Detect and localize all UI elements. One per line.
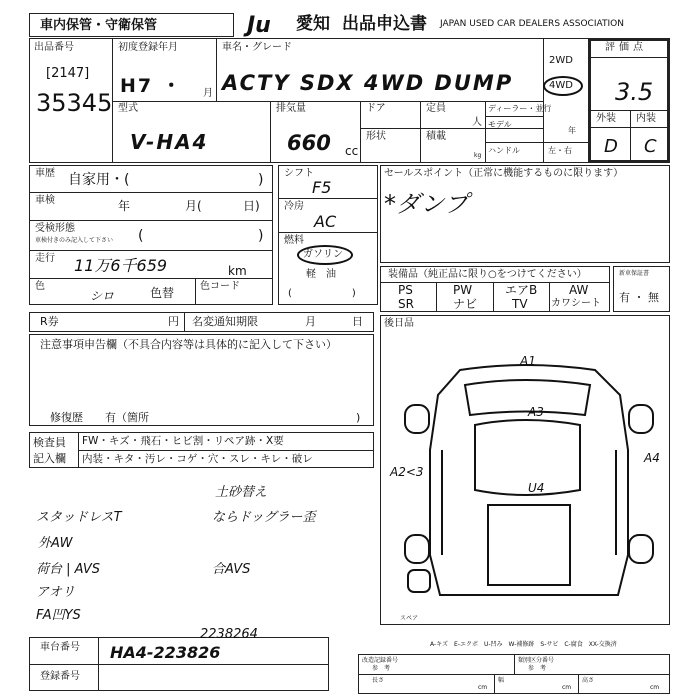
color-code-label: 色コード xyxy=(200,281,240,292)
equip-pw: PW xyxy=(453,283,473,297)
fuel-paren: ( ) xyxy=(288,288,356,299)
inspector-label2: 記入欄 xyxy=(33,452,66,465)
recycle-label: R券 xyxy=(40,315,59,328)
height-label: 高さ xyxy=(582,677,595,684)
aircon-value: AC xyxy=(314,212,337,231)
mark-spare: スペア xyxy=(400,615,419,622)
registration-value: H7 ・ xyxy=(120,75,183,97)
repair-close: ) xyxy=(356,411,361,424)
storage-label-box xyxy=(29,13,234,37)
equip-aw: AW xyxy=(569,283,589,297)
history-label: 車歴 xyxy=(35,168,55,179)
mark-a4: A4 xyxy=(644,451,660,465)
acceptance-sub: 車検付きのみ記入して下さい xyxy=(35,237,114,244)
height-cm: cm xyxy=(650,684,660,691)
doors-label: ドア xyxy=(366,103,386,114)
width-label: 幅 xyxy=(498,677,505,684)
length-label: 長さ xyxy=(372,677,385,684)
capacity-label: 定員 xyxy=(426,103,446,114)
capacity-unit: 人 xyxy=(472,117,482,128)
notice-day: 日 xyxy=(352,315,363,328)
equip-leather: カワシート xyxy=(551,298,601,309)
sales-point-text: *ダンプ xyxy=(384,190,469,218)
warranty-value: 有 ・ 無 xyxy=(619,291,659,304)
displacement-value: 660 xyxy=(287,131,331,155)
equip-sr: SR xyxy=(398,297,414,311)
notice-label: 名変通知期限 xyxy=(192,315,258,328)
note-8: FA凹YS xyxy=(36,608,81,623)
color-value: シロ xyxy=(90,289,115,303)
equipment-label: 装備品（純正品に限り○をつけてください） xyxy=(388,269,587,280)
dealer-year: 年 xyxy=(568,126,576,135)
equip-navi: ナビ xyxy=(453,297,478,311)
aircon-label: 冷房 xyxy=(284,201,304,212)
load-label: 積載 xyxy=(426,131,446,142)
history-value: 自家用・( xyxy=(68,172,130,188)
rating-ext: D xyxy=(604,136,618,157)
shift-label: シフト xyxy=(284,168,314,179)
drive-2wd: 2WD xyxy=(549,55,573,66)
model-value: ACTY SDX 4WD DUMP xyxy=(222,71,514,95)
fuel-label: 燃料 xyxy=(284,235,304,246)
damage-legend: A-キズ E-エクボ U-凹み W-補修跡 S-サビ C-腐食 XX-交換済 xyxy=(430,641,617,648)
chassis-corrected: 2238264 xyxy=(200,627,258,642)
mileage-value: 11万6千659 xyxy=(74,256,168,275)
load-kg: kg xyxy=(474,152,482,159)
shift-value: F5 xyxy=(312,178,332,197)
displacement-label: 排気量 xyxy=(276,103,306,114)
dealer-handle: ハンドル xyxy=(488,146,520,155)
sales-point-label: セールスポイント（正常に機能するものに限ります） xyxy=(384,168,624,179)
equip-tv: TV xyxy=(512,297,528,311)
mark-a3: A3 xyxy=(528,405,544,419)
association-name: JAPAN USED CAR DEALERS ASSOCIATION xyxy=(440,19,624,29)
lot-number: 35345 xyxy=(36,89,113,117)
storage-label: 車内保管・守衛保管 xyxy=(40,18,158,33)
mark-a1: A1 xyxy=(520,354,536,368)
ju-logo xyxy=(247,13,303,39)
rating-int-label: 内装 xyxy=(636,113,656,124)
dealer-label: ディーラー・並行 xyxy=(488,104,552,113)
note-7: アオリ xyxy=(36,585,75,600)
reg-number-label: 登録番号 xyxy=(40,671,80,682)
inspector-label1: 検査員 xyxy=(33,436,66,449)
color-label: 色 xyxy=(35,281,45,292)
modified-label: 改造記録番号 xyxy=(362,657,399,664)
inspector-row2: 内装・キタ・汚レ・コゲ・穴・スレ・キレ・破レ xyxy=(82,453,313,465)
displacement-unit: cc xyxy=(345,144,359,158)
repair-label: 修復歴 有（箇所 xyxy=(50,411,149,424)
equip-airbag: エアB xyxy=(505,283,538,297)
notice-month: 月 xyxy=(305,315,316,328)
registration-month: 月 xyxy=(203,88,213,99)
history-close: ) xyxy=(258,172,264,188)
org-name: 愛知 xyxy=(296,14,330,34)
acceptance-label: 受検形態 xyxy=(35,223,75,234)
dealer-lr: 左・右 xyxy=(548,146,572,155)
shaken-day: 日) xyxy=(243,199,260,213)
rating-ext-label: 外装 xyxy=(596,113,616,124)
lot-label: 出品番号 xyxy=(34,42,74,53)
note-3: ならドッグラー歪 xyxy=(212,510,316,525)
dealer-model-year: モデル xyxy=(488,120,512,129)
chassis-value: HA4-223826 xyxy=(110,643,221,662)
width-cm: cm xyxy=(562,684,572,691)
shaken-label: 車検 xyxy=(35,195,55,206)
mark-a2: A2<3 xyxy=(390,465,424,479)
type-value: V-HA4 xyxy=(130,130,209,154)
category-label: 類別区分番号 xyxy=(518,657,555,664)
note-4: 外AW xyxy=(38,536,73,551)
ju-logo-text: Ju xyxy=(247,13,271,38)
recycle-yen: 円 xyxy=(168,315,179,328)
rating-int: C xyxy=(644,136,657,157)
color-change: 色替 xyxy=(150,286,175,300)
rating-score: 3.5 xyxy=(615,78,654,106)
equip-ps: PS xyxy=(398,283,413,297)
category-ref: 参 考 xyxy=(528,665,547,672)
fuel-diesel: 軽 油 xyxy=(306,269,336,280)
modified-ref: 参 考 xyxy=(372,665,391,672)
registration-label: 初度登録年月 xyxy=(118,42,178,53)
length-cm: cm xyxy=(478,684,488,691)
shaken-month: 月( xyxy=(185,199,202,213)
mileage-label: 走行 xyxy=(35,253,55,264)
acceptance-open: ( xyxy=(138,228,144,244)
chassis-label: 車台番号 xyxy=(40,642,80,653)
acceptance-close: ) xyxy=(258,228,264,244)
note-5: 荷台 | AVS xyxy=(36,562,101,577)
note-6: 合AVS xyxy=(212,562,251,577)
vehicle-diagram xyxy=(380,340,670,620)
mark-u4: U4 xyxy=(528,481,545,495)
drive-4wd: 4WD xyxy=(549,80,573,91)
type-label: 型式 xyxy=(118,103,138,114)
form-title: 出品申込書 xyxy=(342,14,427,34)
mileage-unit: km xyxy=(228,264,247,278)
later-docs-label: 後日品 xyxy=(384,318,414,329)
warranty-label: 新車保証書 xyxy=(619,270,650,277)
shaken-year: 年 xyxy=(118,199,131,213)
inspector-row1: FW・キズ・飛石・ヒビ割・リペア跡・X要 xyxy=(82,435,284,447)
rating-label: 評価点 xyxy=(605,42,647,53)
remarks-label: 注意事項申告欄（不具合内容等は具体的に記入して下さい） xyxy=(40,338,337,351)
shape-label: 形状 xyxy=(366,131,386,142)
model-label: 車名・グレード xyxy=(222,42,292,53)
fuel-gas: ガソリン xyxy=(303,249,343,260)
note-2: スタッドレスT xyxy=(36,510,122,525)
lot-sub: [2147] xyxy=(46,66,90,81)
note-1: 土砂替え xyxy=(215,485,268,500)
